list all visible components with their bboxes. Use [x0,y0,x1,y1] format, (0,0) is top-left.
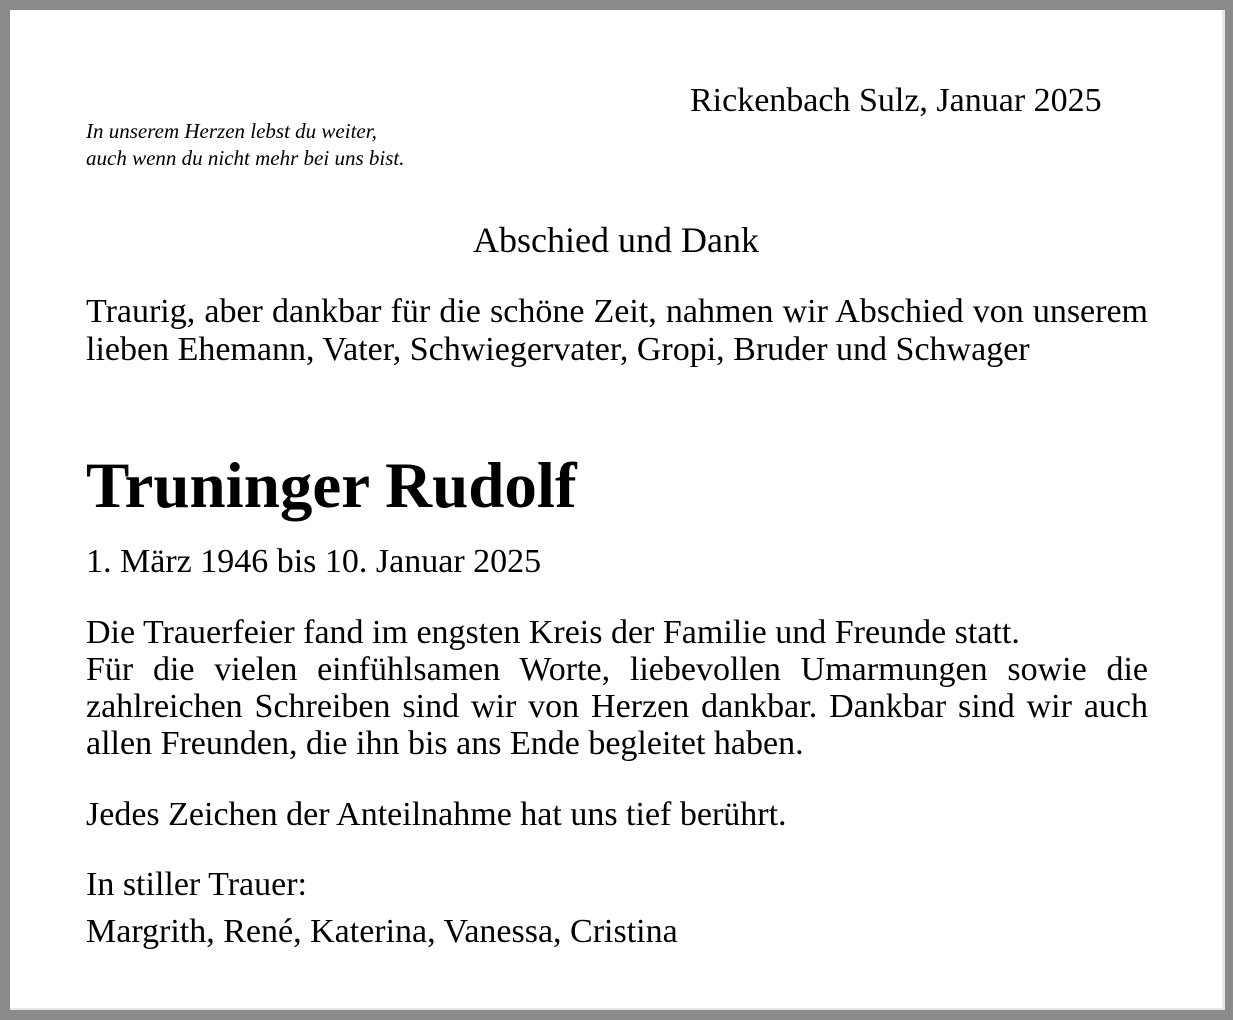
gratitude-paragraph: Für die vielen einfühlsamen Worte, liebevollen Umarmungen sowie die zahlreichen Schreiben sind wir von Herzen dankbar. Dankbar sind wir auch allen Freunden, die ihn bis ans Ende begleitet haben. [86,651,1148,762]
thanks-text [86,614,1148,762]
ceremony-paragraph: Die Trauerfeier fand im engsten Kreis der Familie und Freunde statt. [86,614,1020,651]
deceased-name: Truninger Rudolf [86,450,577,522]
intro-text: Traurig, aber dankbar für die schöne Zeit, nahmen wir Abschied von unserem lieben Ehemann, Vater, Schwiegervater, Gropi, Bruder und Schwager [86,293,1148,368]
notice-heading: Abschied und Dank [473,220,759,260]
page-edge-bottom [10,1008,1225,1010]
sympathy-line: Jedes Zeichen der Anteilnahme hat uns tief berührt. [86,796,787,833]
page-edge-right [1222,10,1225,1008]
motto-line: In unserem Herzen lebst du weiter, [86,119,377,143]
obituary-notice [10,10,1222,1008]
motto-quote [86,118,404,172]
motto-line: auch wenn du nicht mehr bei uns bist. [86,146,405,170]
family-names: Margrith, René, Katerina, Vanessa, Cristina [86,913,678,950]
place-date: Rickenbach Sulz, Januar 2025 [690,82,1102,119]
life-dates: 1. März 1946 bis 10. Januar 2025 [86,543,542,580]
mourning-label: In stiller Trauer: [86,866,307,903]
